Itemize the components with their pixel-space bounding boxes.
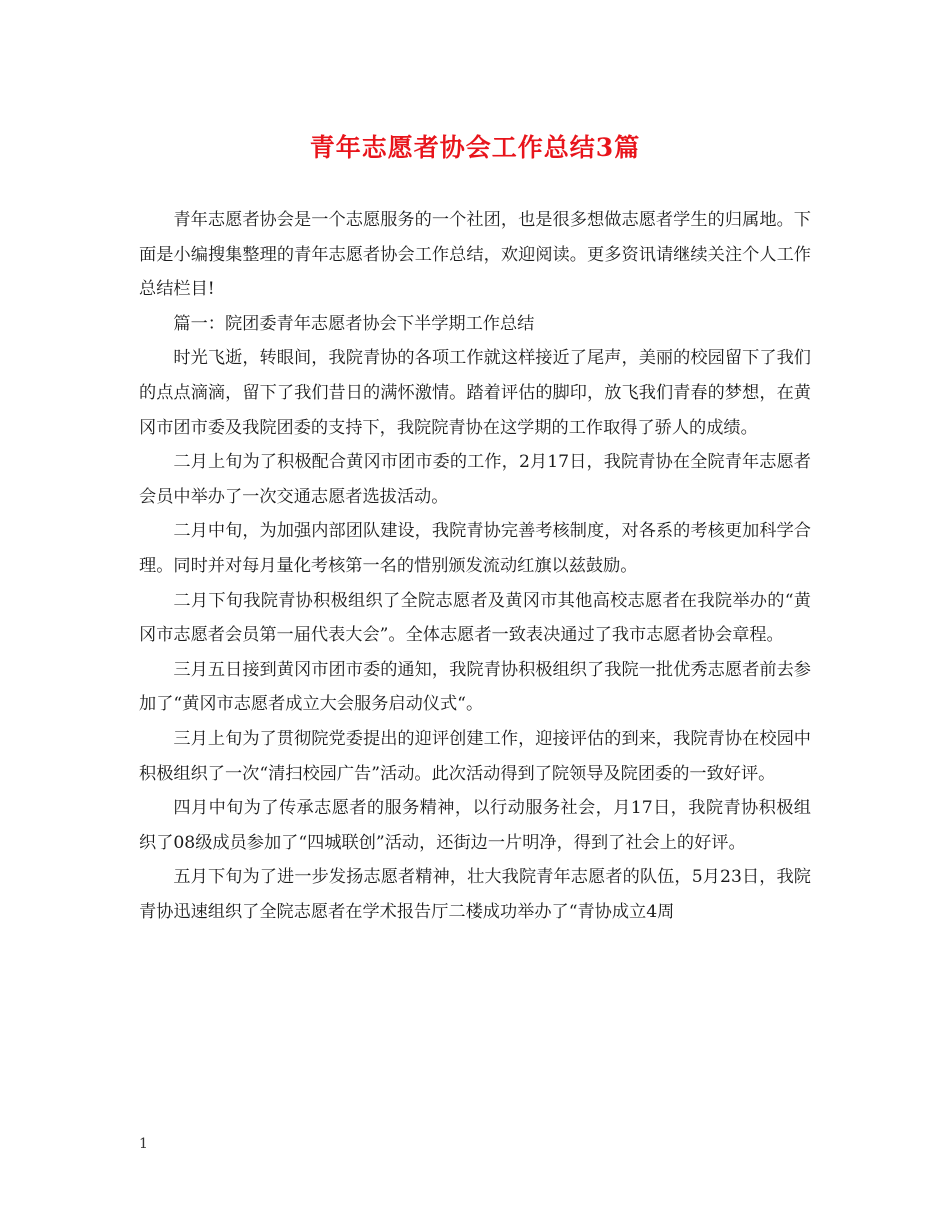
section-heading: 篇一：院团委青年志愿者协会下半学期工作总结 — [173, 313, 535, 334]
document-body — [139, 203, 811, 929]
body-paragraph: 四月中旬为了传承志愿者的服务精神，以行动服务社会，月17日，我院青协积极组织了08级成员参加了“四城联创”活动，还街边一片明净，得到了社会上的好评。 — [139, 798, 811, 853]
document-title: 青年志愿者协会工作总结3篇 — [309, 133, 641, 162]
body-paragraph: 时光飞逝，转眼间，我院青协的各项工作就这样接近了尾声，美丽的校园留下了我们的点点滴滴，留下了我们昔日的满怀激情。踏着评估的脚印，放飞我们青春的梦想，在黄冈市团市委及我院团委的支持下，我院院青协在这学期的工作取得了骄人的成绩。 — [139, 348, 811, 438]
body-paragraph: 二月下旬我院青协积极组织了全院志愿者及黄冈市其他高校志愿者在我院举办的“黄冈市志愿者会员第一届代表大会”。全体志愿者一致表决通过了我市志愿者协会章程。 — [139, 590, 811, 646]
body-paragraph: 五月下旬为了进一步发扬志愿者精神，壮大我院青年志愿者的队伍，5月23日，我院青协迅速组织了全院志愿者在学术报告厅二楼成功举办了“青协成立4周 — [139, 867, 811, 922]
intro-paragraph: 青年志愿者协会是一个志愿服务的一个社团，也是很多想做志愿者学生的归属地。下面是小编搜集整理的青年志愿者协会工作总结，欢迎阅读。更多资讯请继续关注个人工作总结栏目! — [139, 210, 811, 300]
body-paragraph: 二月中旬，为加强内部团队建设，我院青协完善考核制度，对各系的考核更加科学合理。同时并对每月量化考核第一名的惜别颁发流动红旗以兹鼓励。 — [139, 521, 811, 576]
page-number: 1 — [139, 1136, 148, 1152]
body-paragraph: 二月上旬为了积极配合黄冈市团市委的工作，2月17日，我院青协在全院青年志愿者会员中举办了一次交通志愿者选拔活动。 — [139, 452, 811, 507]
body-paragraph: 三月五日接到黄冈市团市委的通知，我院青协积极组织了我院一批优秀志愿者前去参加了“黄冈市志愿者成立大会服务启动仪式“。 — [139, 659, 811, 715]
body-paragraph: 三月上旬为了贯彻院党委提出的迎评创建工作，迎接评估的到来，我院青协在校园中积极组织了一次“清扫校园广告”活动。此次活动得到了院领导及院团委的一致好评。 — [139, 728, 811, 784]
